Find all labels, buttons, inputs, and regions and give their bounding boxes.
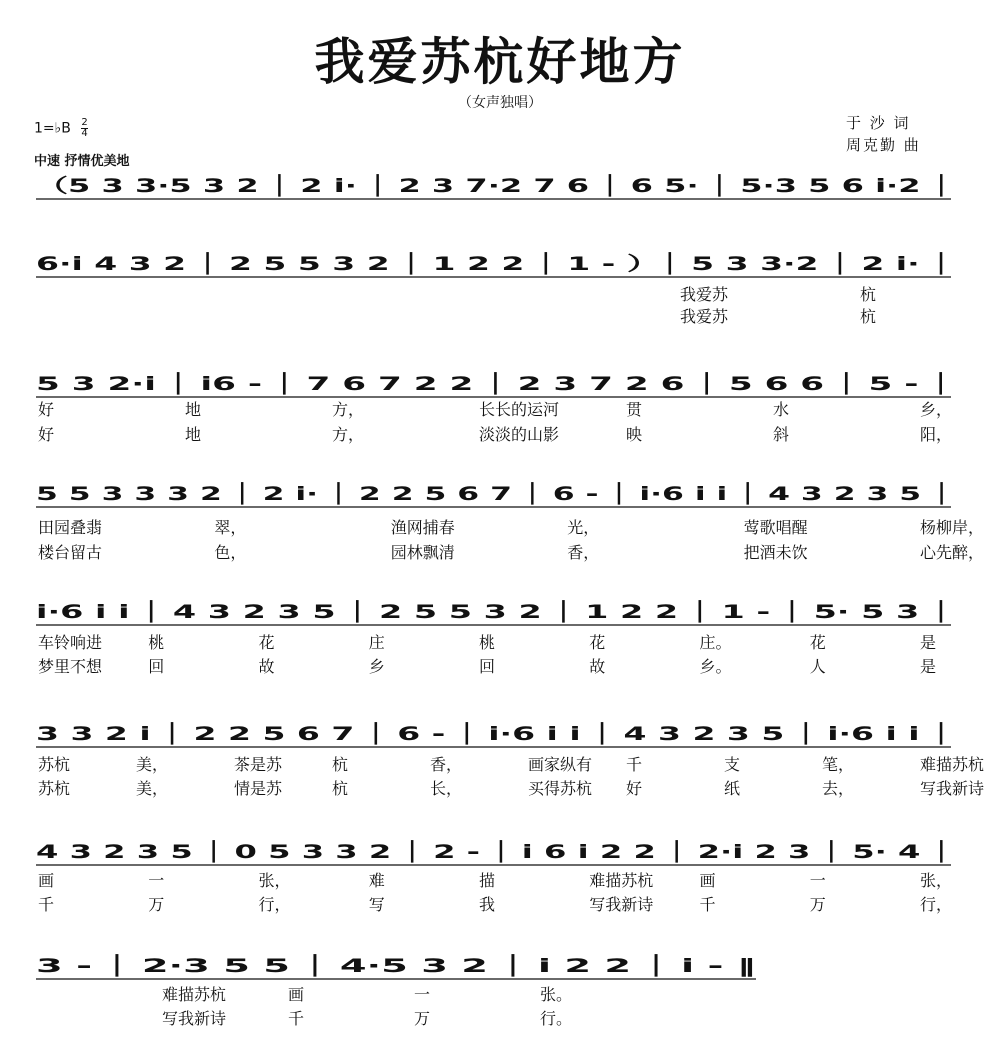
lyric-word: 写我新诗 bbox=[589, 895, 654, 914]
lyric-word: 田园叠翡 bbox=[38, 518, 103, 537]
lyric-word: 地 bbox=[185, 400, 202, 419]
lyric-word: 万 bbox=[148, 895, 165, 914]
lyric-word: 翠， bbox=[214, 518, 247, 537]
lyric-word: 写我新诗 bbox=[162, 1009, 227, 1028]
lyric-word: 难描苏杭 bbox=[589, 871, 654, 890]
time-signature: $\frac{2}{4}$ bbox=[81, 117, 88, 139]
lyric-word: 描 bbox=[479, 871, 496, 890]
lyric-word: 写 bbox=[368, 895, 385, 914]
lyric-word: 茶是苏 bbox=[234, 755, 283, 774]
lyric-word: 笔， bbox=[822, 755, 855, 774]
lyric-word: 香， bbox=[567, 543, 600, 562]
lyric-word: 难描苏杭 bbox=[162, 985, 227, 1004]
lyric-word: 支 bbox=[724, 755, 741, 774]
lyric-word: 庄 bbox=[368, 633, 385, 652]
lyric-word: 画 bbox=[288, 985, 305, 1004]
notation-row: i·6 i i │ 4 3 2 3 5 │ 2 5 5 3 2 │ 1 2 2 │ 1 - │ 5· 5 3 │ bbox=[36, 601, 557, 623]
lyric-word: 人 bbox=[809, 657, 826, 676]
lyric-word: 万 bbox=[414, 1009, 431, 1028]
lyric-word: 回 bbox=[148, 657, 165, 676]
notation-row: 5 3 2·i │ i6 - │ 7 6 7 2 2 │ 2 3 7 2 6 │ 5 6 6 │ 5 - │ bbox=[36, 373, 544, 395]
lyric-word: 万 bbox=[809, 895, 826, 914]
lyric-word: 莺歌唱醒 bbox=[743, 518, 808, 537]
lyric-word: 画 bbox=[699, 871, 716, 890]
lyric-word: 苏杭 bbox=[38, 779, 71, 798]
lyric-word: 杭 bbox=[860, 307, 877, 326]
lyric-word: 情是苏 bbox=[234, 779, 283, 798]
lyric-word: 张， bbox=[920, 871, 953, 890]
lyric-word: 张， bbox=[258, 871, 291, 890]
lyric-word: 乡 bbox=[368, 657, 385, 676]
lyric-word: 乡。 bbox=[699, 657, 732, 676]
lyric-word: 苏杭 bbox=[38, 755, 71, 774]
lyric-word: 千 bbox=[38, 895, 55, 914]
key-label: 1=♭B bbox=[34, 120, 71, 137]
lyric-word: 渔网捕春 bbox=[390, 518, 455, 537]
lyric-word: 色， bbox=[214, 543, 247, 562]
lyric-word: 一 bbox=[809, 871, 826, 890]
lyric-word: 梦里不想 bbox=[38, 657, 103, 676]
lyric-word: 花 bbox=[589, 633, 606, 652]
lyric-word: 桃 bbox=[479, 633, 496, 652]
lyric-word: 好 bbox=[38, 425, 55, 444]
notation-row: 3 3 2 i │ 2 2 5 6 7 │ 6 - │ i·6 i i │ 4 3 2 3 5 │ i·6 i i │ bbox=[36, 723, 563, 745]
lyric-word: 车铃响进 bbox=[38, 633, 103, 652]
notation-row: 5 5 3 3 3 2 │ 2 i· │ 2 2 5 6 7 │ 6 - │ i·6 i i │ 4 3 2 3 5 │ bbox=[36, 483, 590, 505]
lyric-word: 乡， bbox=[920, 400, 953, 419]
lyric-word: 千 bbox=[288, 1009, 305, 1028]
lyric-word: 我爱苏 bbox=[680, 285, 729, 304]
lyric-word: 纸 bbox=[724, 779, 741, 798]
lyric-word: 我 bbox=[479, 895, 496, 914]
lyric-word: 水 bbox=[773, 400, 790, 419]
lyric-word: 花 bbox=[258, 633, 275, 652]
lyric-word: 楼台留古 bbox=[38, 543, 103, 562]
tempo-marking: 中速 抒情优美地 bbox=[34, 154, 130, 169]
lyricist-credit: 于 沙 词 bbox=[846, 114, 911, 132]
lyric-word: 行。 bbox=[540, 1009, 573, 1028]
song-title: 我爱苏杭好地方 bbox=[314, 33, 686, 91]
lyric-word: 光， bbox=[567, 518, 600, 537]
notation-row: 3 - │ 2·3 5 5 │ 4·5 3 2 │ i 2 2 │ i - ‖ bbox=[36, 955, 393, 977]
lyric-word: 园林飘清 bbox=[390, 543, 455, 562]
lyric-word: 方， bbox=[332, 400, 365, 419]
notation-row: 6·i 4 3 2 │ 2 5 5 3 2 │ 1 2 2 │ 1 - ）│ 5 3 3·2 │ 2 i· │ bbox=[36, 253, 563, 275]
lyric-word: 淡淡的山影 bbox=[479, 425, 560, 444]
lyric-word: 阳， bbox=[920, 425, 953, 444]
lyric-word: 难 bbox=[368, 871, 385, 890]
notation-row: 4 3 2 3 5 │ 0 5 3 3 2 │ 2 - │ i 6 i 2 2 │ 2·i 2 3 │ 5· 4 │ bbox=[36, 841, 577, 863]
lyric-word: 把酒未饮 bbox=[743, 543, 808, 562]
lyric-word: 故 bbox=[258, 657, 275, 676]
lyric-word: 回 bbox=[479, 657, 496, 676]
notation-row: （5 3 3·5 3 2 │ 2 i· │ 2 3 7·2 7 6 │ 6 5· │ 5·3 5 6 i·2 │ bbox=[36, 175, 579, 197]
lyric-word: 美， bbox=[136, 755, 169, 774]
lyric-word: 好 bbox=[626, 779, 643, 798]
lyric-word: 画家纵有 bbox=[528, 755, 593, 774]
lyric-word: 杨柳岸， bbox=[920, 518, 985, 537]
lyric-word: 斜 bbox=[773, 425, 790, 444]
lyric-word: 故 bbox=[589, 657, 606, 676]
lyric-word: 是 bbox=[920, 657, 937, 676]
lyric-word: 张。 bbox=[540, 985, 573, 1004]
lyric-word: 一 bbox=[148, 871, 165, 890]
lyric-word: 长长的运河 bbox=[479, 400, 560, 419]
lyric-word: 香， bbox=[430, 755, 463, 774]
lyric-word: 难描苏杭 bbox=[920, 755, 985, 774]
lyric-word: 一 bbox=[414, 985, 431, 1004]
lyric-word: 千 bbox=[626, 755, 643, 774]
composer-credit: 周克勤 曲 bbox=[846, 136, 921, 154]
lyric-word: 行， bbox=[920, 895, 953, 914]
lyric-word: 长， bbox=[430, 779, 463, 798]
lyric-word: 花 bbox=[809, 633, 826, 652]
performance-note: （女声独唱） bbox=[458, 95, 542, 111]
lyric-word: 庄。 bbox=[699, 633, 732, 652]
lyric-word: 去， bbox=[822, 779, 855, 798]
lyric-word: 贯 bbox=[626, 400, 643, 419]
lyric-word: 方， bbox=[332, 425, 365, 444]
lyric-word: 是 bbox=[920, 633, 937, 652]
lyric-word: 映 bbox=[626, 425, 643, 444]
lyric-word: 杭 bbox=[332, 779, 349, 798]
lyric-word: 画 bbox=[38, 871, 55, 890]
lyric-word: 杭 bbox=[332, 755, 349, 774]
lyric-word: 桃 bbox=[148, 633, 165, 652]
lyric-word: 写我新诗 bbox=[920, 779, 985, 798]
lyric-word: 千 bbox=[699, 895, 716, 914]
lyric-word: 美， bbox=[136, 779, 169, 798]
lyric-word: 我爱苏 bbox=[680, 307, 729, 326]
lyric-word: 好 bbox=[38, 400, 55, 419]
lyric-word: 买得苏杭 bbox=[528, 779, 593, 798]
lyric-word: 杭 bbox=[860, 285, 877, 304]
lyric-word: 行， bbox=[258, 895, 291, 914]
lyric-word: 地 bbox=[185, 425, 202, 444]
lyric-word: 心先醉， bbox=[920, 543, 985, 562]
